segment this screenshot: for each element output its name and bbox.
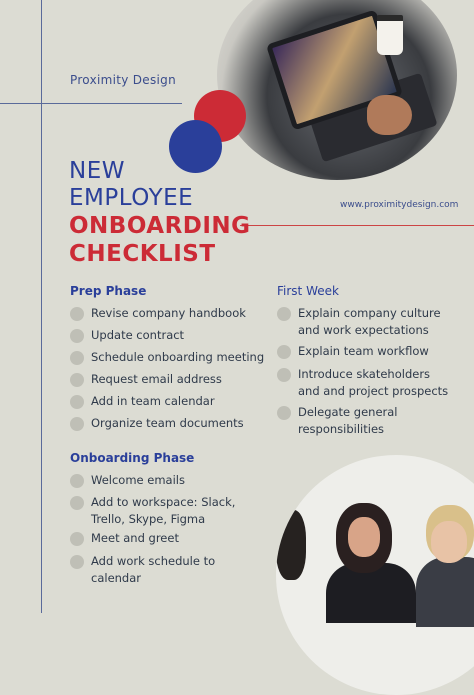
coffee-cup-shape bbox=[377, 15, 403, 55]
checklist-item[interactable] bbox=[70, 553, 215, 587]
item-label-line: Delegate general bbox=[298, 405, 398, 419]
checklist-item[interactable] bbox=[70, 472, 185, 489]
onboarding-phase-heading: Onboarding Phase bbox=[70, 451, 195, 465]
blue-circle-decoration bbox=[169, 120, 222, 173]
checkbox-circle[interactable] bbox=[70, 373, 84, 387]
title-line-employee: EMPLOYEE bbox=[69, 185, 194, 211]
item-label: Update contract bbox=[91, 328, 185, 342]
vertical-divider-line bbox=[41, 0, 42, 613]
item-label bbox=[298, 404, 398, 438]
item-label-line: and work expectations bbox=[298, 323, 429, 337]
checklist-item[interactable] bbox=[70, 327, 184, 344]
checkbox-circle[interactable] bbox=[70, 395, 84, 409]
checkbox-circle[interactable] bbox=[277, 345, 291, 359]
title-line-new: NEW bbox=[69, 158, 125, 184]
checklist-item[interactable] bbox=[70, 393, 215, 410]
checklist-item[interactable] bbox=[70, 371, 222, 388]
person-face-shape bbox=[431, 521, 467, 563]
item-label: Meet and greet bbox=[91, 531, 179, 545]
tablet-drawing-photo bbox=[217, 0, 457, 180]
checklist-item[interactable] bbox=[70, 415, 244, 432]
checkbox-circle[interactable] bbox=[70, 474, 84, 488]
horizontal-divider-line bbox=[0, 103, 182, 104]
item-label bbox=[298, 305, 441, 339]
checkbox-circle[interactable] bbox=[70, 307, 84, 321]
hand-shape bbox=[367, 95, 412, 135]
person-body-shape bbox=[416, 557, 474, 627]
checklist-item[interactable] bbox=[70, 305, 246, 322]
item-label: Organize team documents bbox=[91, 416, 244, 430]
item-label-line: Trello, Skype, Figma bbox=[91, 512, 206, 526]
item-label bbox=[91, 553, 215, 587]
checklist-item[interactable] bbox=[277, 404, 398, 438]
prep-phase-heading: Prep Phase bbox=[70, 284, 147, 298]
item-label: Welcome emails bbox=[91, 473, 185, 487]
checklist-item[interactable] bbox=[277, 366, 448, 400]
item-label-line: Add to workspace: Slack, bbox=[91, 495, 236, 509]
item-label: Schedule onboarding meeting bbox=[91, 350, 265, 364]
item-label: Revise company handbook bbox=[91, 306, 246, 320]
brand-name: Proximity Design bbox=[70, 73, 176, 87]
item-label bbox=[91, 494, 235, 528]
item-label: Request email address bbox=[91, 372, 222, 386]
red-divider-line bbox=[240, 225, 474, 226]
checklist-item[interactable] bbox=[277, 305, 441, 339]
item-label: Add in team calendar bbox=[91, 394, 215, 408]
item-label-line: Add work schedule to bbox=[91, 554, 216, 568]
item-label-line: and and project prospects bbox=[298, 384, 449, 398]
first-week-heading: First Week bbox=[277, 284, 339, 298]
checkbox-circle[interactable] bbox=[70, 555, 84, 569]
team-meeting-photo bbox=[276, 455, 474, 695]
checkbox-circle[interactable] bbox=[277, 307, 291, 321]
checklist-item[interactable] bbox=[70, 494, 235, 528]
title-line-checklist: CHECKLIST bbox=[69, 241, 216, 267]
title-line-onboarding: ONBOARDING bbox=[69, 213, 251, 239]
person-face-shape bbox=[348, 517, 380, 557]
checkbox-circle[interactable] bbox=[277, 368, 291, 382]
checklist-item[interactable] bbox=[70, 349, 264, 366]
item-label-line: responsibilities bbox=[298, 422, 385, 436]
checkbox-circle[interactable] bbox=[70, 351, 84, 365]
item-label-line: calendar bbox=[91, 571, 142, 585]
checkbox-circle[interactable] bbox=[70, 329, 84, 343]
person-shape bbox=[276, 510, 306, 580]
item-label-line: Introduce skateholders bbox=[298, 367, 431, 381]
checkbox-circle[interactable] bbox=[70, 417, 84, 431]
item-label-line: Explain company culture bbox=[298, 306, 441, 320]
checkbox-circle[interactable] bbox=[70, 532, 84, 546]
checklist-item[interactable] bbox=[277, 343, 429, 360]
item-label: Explain team workflow bbox=[298, 344, 429, 358]
checkbox-circle[interactable] bbox=[277, 406, 291, 420]
checklist-item[interactable] bbox=[70, 530, 179, 547]
website-url[interactable]: www.proximitydesign.com bbox=[340, 200, 459, 210]
item-label bbox=[298, 366, 448, 400]
checkbox-circle[interactable] bbox=[70, 496, 84, 510]
